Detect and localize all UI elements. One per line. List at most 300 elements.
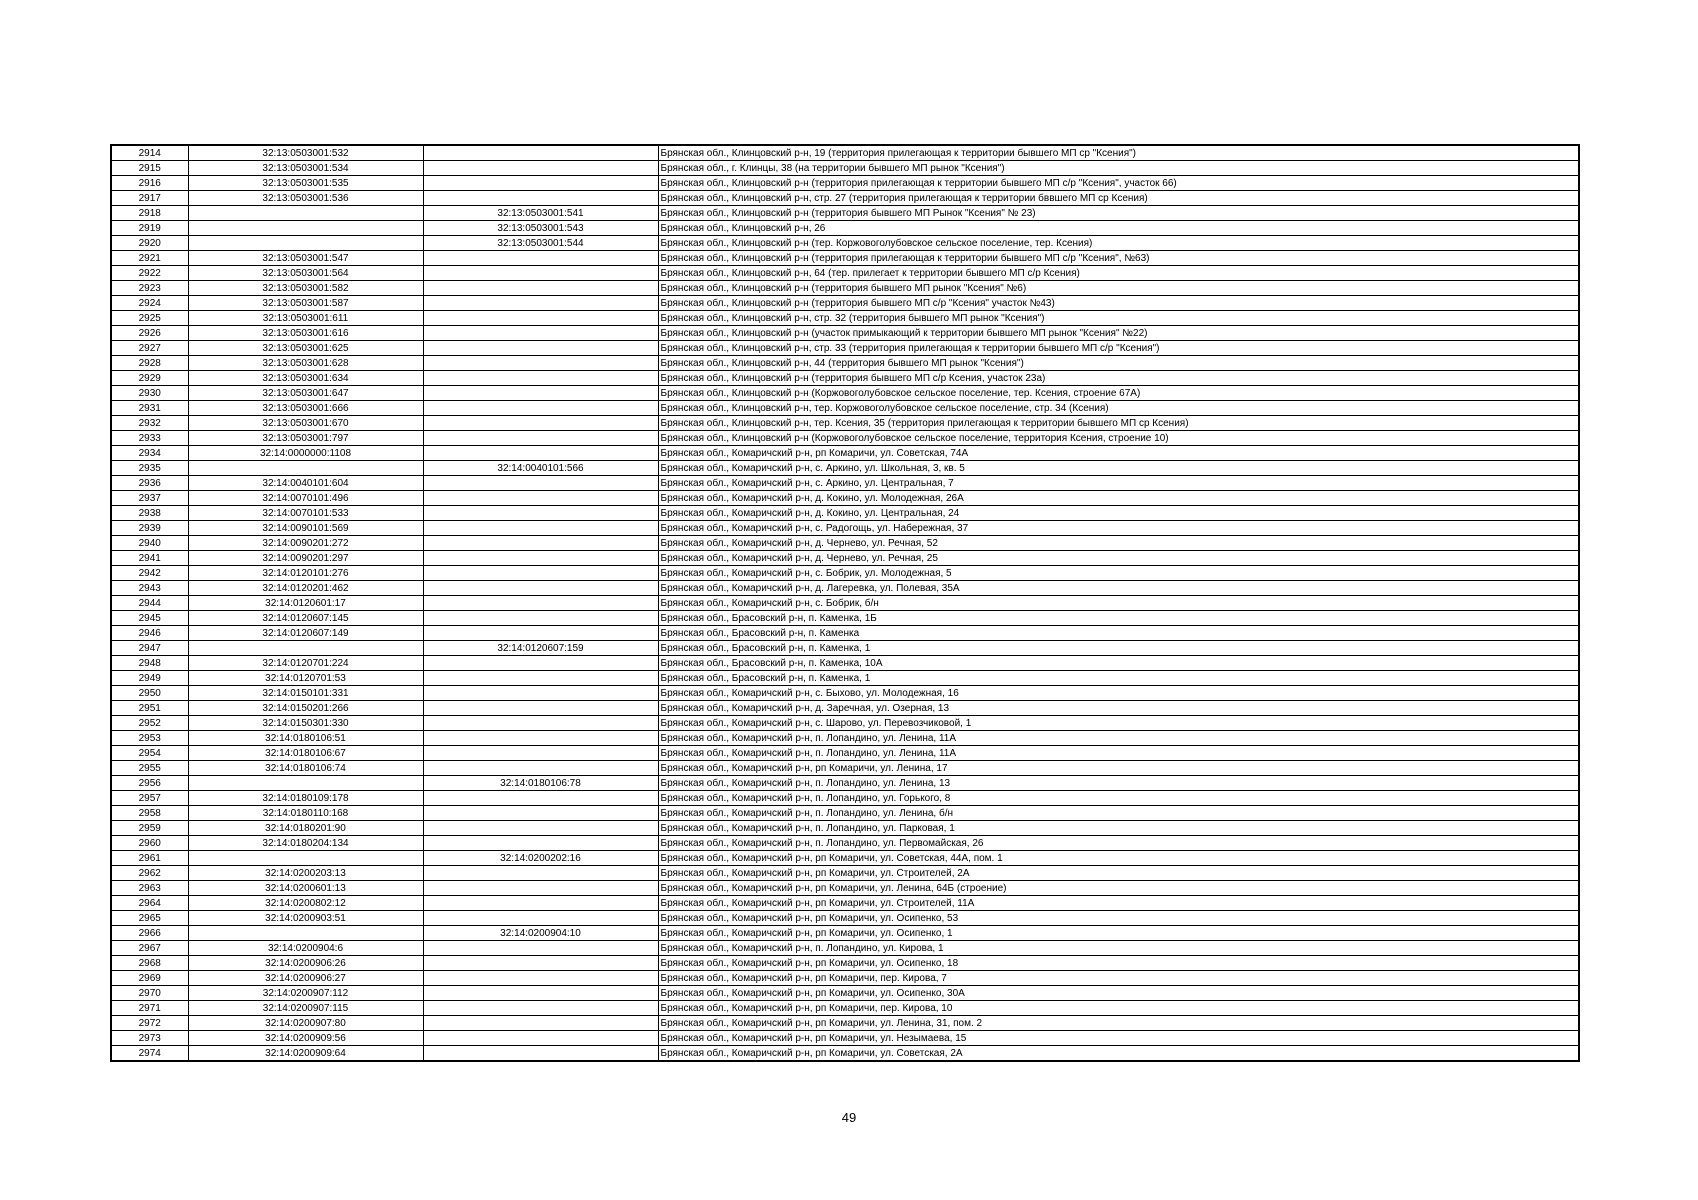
address-cell: Брянская обл., Комаричский р-н, п. Лопандино, ул. Ленина, 11А xyxy=(658,746,1579,761)
cadastral-number-cell: 32:13:0503001:564 xyxy=(188,266,423,281)
cadastral-number-alt-cell xyxy=(423,1046,658,1062)
address-cell: Брянская обл., Клинцовский р-н (территория бывшего МП с/р Ксения, участок 23а) xyxy=(658,371,1579,386)
cadastral-number-alt-cell xyxy=(423,551,658,566)
address-cell: Брянская обл., Комаричский р-н, с. Радогощь, ул. Набережная, 37 xyxy=(658,521,1579,536)
cadastral-number-alt-cell xyxy=(423,701,658,716)
cadastral-number-alt-cell xyxy=(423,416,658,431)
cadastral-number-alt-cell xyxy=(423,311,658,326)
cadastral-number-alt-cell: 32:14:0120607:159 xyxy=(423,641,658,656)
cadastral-number-cell: 32:14:0180201:90 xyxy=(188,821,423,836)
row-number-cell: 2966 xyxy=(111,926,188,941)
cadastral-number-cell: 32:14:0200909:64 xyxy=(188,1046,423,1062)
table-row xyxy=(111,566,1579,581)
row-number-cell: 2934 xyxy=(111,446,188,461)
address-cell: Брянская обл., Комаричский р-н, рп Комаричи, ул. Ленина, 31, пом. 2 xyxy=(658,1016,1579,1031)
cadastral-number-alt-cell: 32:13:0503001:543 xyxy=(423,221,658,236)
cadastral-number-cell: 32:13:0503001:611 xyxy=(188,311,423,326)
cadastral-number-cell: 32:13:0503001:582 xyxy=(188,281,423,296)
cadastral-number-cell: 32:13:0503001:532 xyxy=(188,145,423,161)
table-row xyxy=(111,161,1579,176)
cadastral-number-cell xyxy=(188,641,423,656)
table-row xyxy=(111,266,1579,281)
cadastral-number-cell: 32:14:0200907:112 xyxy=(188,986,423,1001)
row-number-cell: 2958 xyxy=(111,806,188,821)
address-cell: Брянская обл., Комаричский р-н, рп Комаричи, ул. Осипенко, 18 xyxy=(658,956,1579,971)
table-row xyxy=(111,206,1579,221)
cadastral-number-cell xyxy=(188,236,423,251)
address-cell: Брянская обл., Комаричский р-н, рп Комаричи, ул. Строителей, 2А xyxy=(658,866,1579,881)
cadastral-number-cell: 32:14:0120607:145 xyxy=(188,611,423,626)
row-number-cell: 2943 xyxy=(111,581,188,596)
address-cell: Брянская обл., Комаричский р-н, п. Лопандино, ул. Горького, 8 xyxy=(658,791,1579,806)
row-number-cell: 2936 xyxy=(111,476,188,491)
cadastral-number-alt-cell xyxy=(423,431,658,446)
cadastral-number-cell: 32:13:0503001:616 xyxy=(188,326,423,341)
registry-table xyxy=(110,144,1580,1062)
cadastral-number-cell: 32:14:0120601:17 xyxy=(188,596,423,611)
table-row xyxy=(111,581,1579,596)
row-number-cell: 2961 xyxy=(111,851,188,866)
cadastral-number-cell: 32:14:0040101:604 xyxy=(188,476,423,491)
table-row xyxy=(111,806,1579,821)
cadastral-number-alt-cell xyxy=(423,401,658,416)
table-row xyxy=(111,191,1579,206)
row-number-cell: 2974 xyxy=(111,1046,188,1062)
cadastral-number-cell xyxy=(188,926,423,941)
row-number-cell: 2933 xyxy=(111,431,188,446)
address-cell: Брянская обл., Клинцовский р-н, стр. 27 (территория прилегающая к территории бввшего МП ср Ксения) xyxy=(658,191,1579,206)
table-row xyxy=(111,506,1579,521)
cadastral-number-cell: 32:14:0150301:330 xyxy=(188,716,423,731)
cadastral-number-alt-cell xyxy=(423,296,658,311)
cadastral-number-alt-cell xyxy=(423,476,658,491)
cadastral-number-cell: 32:13:0503001:647 xyxy=(188,386,423,401)
row-number-cell: 2925 xyxy=(111,311,188,326)
row-number-cell: 2948 xyxy=(111,656,188,671)
address-cell: Брянская обл., г. Клинцы, 38 (на территории бывшего МП рынок "Ксения") xyxy=(658,161,1579,176)
table-row xyxy=(111,1001,1579,1016)
cadastral-number-alt-cell xyxy=(423,566,658,581)
cadastral-number-cell: 32:13:0503001:534 xyxy=(188,161,423,176)
cadastral-number-alt-cell xyxy=(423,656,658,671)
row-number-cell: 2964 xyxy=(111,896,188,911)
row-number-cell: 2971 xyxy=(111,1001,188,1016)
table-row xyxy=(111,956,1579,971)
cadastral-number-cell: 32:14:0200906:27 xyxy=(188,971,423,986)
cadastral-number-alt-cell xyxy=(423,161,658,176)
table-row xyxy=(111,761,1579,776)
address-cell: Брянская обл., Клинцовский р-н, стр. 33 (территория прилегающая к территории бывшего МП с/р "Ксения") xyxy=(658,341,1579,356)
row-number-cell: 2963 xyxy=(111,881,188,896)
cadastral-number-alt-cell xyxy=(423,731,658,746)
cadastral-number-alt-cell xyxy=(423,746,658,761)
address-cell: Брянская обл., Клинцовский р-н (Коржовоголубовское сельское поселение, территория Ксения, строение 10) xyxy=(658,431,1579,446)
row-number-cell: 2962 xyxy=(111,866,188,881)
table-row xyxy=(111,821,1579,836)
address-cell: Брянская обл., Клинцовский р-н (территория прилегающая к территории бывшего МП с/р "Ксения", №63) xyxy=(658,251,1579,266)
table-row xyxy=(111,536,1579,551)
page-number: 49 xyxy=(841,1110,857,1125)
cadastral-number-alt-cell xyxy=(423,956,658,971)
table-row xyxy=(111,386,1579,401)
table-row xyxy=(111,431,1579,446)
cadastral-number-cell xyxy=(188,221,423,236)
address-cell: Брянская обл., Комаричский р-н, с. Быхово, ул. Молодежная, 16 xyxy=(658,686,1579,701)
cadastral-number-cell: 32:14:0200906:26 xyxy=(188,956,423,971)
row-number-cell: 2924 xyxy=(111,296,188,311)
address-cell: Брянская обл., Комаричский р-н, п. Лопандино, ул. Первомайская, 26 xyxy=(658,836,1579,851)
cadastral-number-alt-cell xyxy=(423,145,658,161)
address-cell: Брянская обл., Комаричский р-н, д. Кокино, ул. Молодежная, 26А xyxy=(658,491,1579,506)
address-cell: Брянская обл., Клинцовский р-н (территория прилегающая к территории бывшего МП с/р "Ксения", участок 66) xyxy=(658,176,1579,191)
cadastral-number-alt-cell xyxy=(423,911,658,926)
address-cell: Брянская обл., Комаричский р-н, рп Комаричи, пер. Кирова, 7 xyxy=(658,971,1579,986)
cadastral-number-alt-cell xyxy=(423,581,658,596)
table-row xyxy=(111,236,1579,251)
address-cell: Брянская обл., Клинцовский р-н, тер. Коржовоголубовское сельское поселение, стр. 34 (Ксения) xyxy=(658,401,1579,416)
address-cell: Брянская обл., Комаричский р-н, рп Комаричи, ул. Ленина, 17 xyxy=(658,761,1579,776)
address-cell: Брянская обл., Комаричский р-н, рп Комаричи, ул. Осипенко, 53 xyxy=(658,911,1579,926)
row-number-cell: 2952 xyxy=(111,716,188,731)
row-number-cell: 2947 xyxy=(111,641,188,656)
row-number-cell: 2928 xyxy=(111,356,188,371)
cadastral-number-cell: 32:14:0090201:297 xyxy=(188,551,423,566)
cadastral-number-alt-cell xyxy=(423,716,658,731)
table-row xyxy=(111,881,1579,896)
cadastral-number-alt-cell xyxy=(423,266,658,281)
cadastral-number-cell: 32:14:0180106:51 xyxy=(188,731,423,746)
row-number-cell: 2918 xyxy=(111,206,188,221)
cadastral-number-cell: 32:13:0503001:797 xyxy=(188,431,423,446)
cadastral-number-alt-cell xyxy=(423,881,658,896)
cadastral-number-cell: 32:14:0000000:1108 xyxy=(188,446,423,461)
row-number-cell: 2935 xyxy=(111,461,188,476)
table-row xyxy=(111,356,1579,371)
row-number-cell: 2967 xyxy=(111,941,188,956)
cadastral-number-cell: 32:14:0180109:178 xyxy=(188,791,423,806)
cadastral-number-alt-cell xyxy=(423,806,658,821)
cadastral-number-alt-cell xyxy=(423,1031,658,1046)
row-number-cell: 2923 xyxy=(111,281,188,296)
cadastral-number-cell: 32:14:0120201:462 xyxy=(188,581,423,596)
row-number-cell: 2939 xyxy=(111,521,188,536)
row-number-cell: 2938 xyxy=(111,506,188,521)
cadastral-number-alt-cell xyxy=(423,386,658,401)
row-number-cell: 2926 xyxy=(111,326,188,341)
row-number-cell: 2940 xyxy=(111,536,188,551)
address-cell: Брянская обл., Комаричский р-н, п. Лопандино, ул. Кирова, 1 xyxy=(658,941,1579,956)
cadastral-number-alt-cell xyxy=(423,866,658,881)
address-cell: Брянская обл., Клинцовский р-н (участок примыкающий к территории бывшего МП рынок "Ксения" №22) xyxy=(658,326,1579,341)
address-cell: Брянская обл., Комаричский р-н, п. Лопандино, ул. Парковая, 1 xyxy=(658,821,1579,836)
cadastral-number-alt-cell xyxy=(423,671,658,686)
cadastral-number-alt-cell xyxy=(423,521,658,536)
row-number-cell: 2931 xyxy=(111,401,188,416)
table-row xyxy=(111,641,1579,656)
row-number-cell: 2965 xyxy=(111,911,188,926)
address-cell: Брянская обл., Комаричский р-н, рп Комаричи, ул. Осипенко, 1 xyxy=(658,926,1579,941)
row-number-cell: 2972 xyxy=(111,1016,188,1031)
table-row xyxy=(111,401,1579,416)
table-row xyxy=(111,521,1579,536)
cadastral-number-alt-cell: 32:14:0180106:78 xyxy=(423,776,658,791)
address-cell: Брянская обл., Брасовский р-н, п. Каменка, 10А xyxy=(658,656,1579,671)
address-cell: Брянская обл., Комаричский р-н, рп Комаричи, пер. Кирова, 10 xyxy=(658,1001,1579,1016)
cadastral-number-alt-cell xyxy=(423,491,658,506)
address-cell: Брянская обл., Комаричский р-н, с. Аркино, ул. Центральная, 7 xyxy=(658,476,1579,491)
cadastral-number-cell xyxy=(188,776,423,791)
cadastral-number-cell xyxy=(188,461,423,476)
cadastral-number-alt-cell xyxy=(423,1001,658,1016)
cadastral-number-alt-cell: 32:13:0503001:544 xyxy=(423,236,658,251)
table-row xyxy=(111,1046,1579,1062)
cadastral-number-cell: 32:14:0120701:53 xyxy=(188,671,423,686)
table-row xyxy=(111,626,1579,641)
address-cell: Брянская обл., Клинцовский р-н, 26 xyxy=(658,221,1579,236)
address-cell: Брянская обл., Комаричский р-н, рп Комаричи, ул. Советская, 74А xyxy=(658,446,1579,461)
cadastral-number-alt-cell: 32:14:0040101:566 xyxy=(423,461,658,476)
table-row xyxy=(111,596,1579,611)
table-row xyxy=(111,611,1579,626)
cadastral-number-cell: 32:13:0503001:634 xyxy=(188,371,423,386)
table-row xyxy=(111,851,1579,866)
row-number-cell: 2941 xyxy=(111,551,188,566)
table-row xyxy=(111,551,1579,566)
cadastral-number-alt-cell xyxy=(423,356,658,371)
table-row xyxy=(111,746,1579,761)
table-row xyxy=(111,491,1579,506)
cadastral-number-alt-cell xyxy=(423,941,658,956)
table-row xyxy=(111,656,1579,671)
address-cell: Брянская обл., Комаричский р-н, д. Кокино, ул. Центральная, 24 xyxy=(658,506,1579,521)
row-number-cell: 2968 xyxy=(111,956,188,971)
row-number-cell: 2932 xyxy=(111,416,188,431)
address-cell: Брянская обл., Комаричский р-н, рп Комаричи, ул. Советская, 2А xyxy=(658,1046,1579,1062)
row-number-cell: 2942 xyxy=(111,566,188,581)
cadastral-number-cell: 32:14:0120607:149 xyxy=(188,626,423,641)
address-cell: Брянская обл., Комаричский р-н, с. Бобрик, ул. Молодежная, 5 xyxy=(658,566,1579,581)
cadastral-number-alt-cell xyxy=(423,446,658,461)
row-number-cell: 2922 xyxy=(111,266,188,281)
row-number-cell: 2915 xyxy=(111,161,188,176)
address-cell: Брянская обл., Клинцовский р-н (территория бывшего МП рынок "Ксения" №6) xyxy=(658,281,1579,296)
row-number-cell: 2959 xyxy=(111,821,188,836)
table-row xyxy=(111,416,1579,431)
cadastral-number-alt-cell xyxy=(423,611,658,626)
table-row xyxy=(111,176,1579,191)
cadastral-number-alt-cell xyxy=(423,836,658,851)
cadastral-number-cell xyxy=(188,851,423,866)
address-cell: Брянская обл., Комаричский р-н, д. Заречная, ул. Озерная, 13 xyxy=(658,701,1579,716)
address-cell: Брянская обл., Комаричский р-н, с. Шарово, ул. Перевозчиковой, 1 xyxy=(658,716,1579,731)
row-number-cell: 2969 xyxy=(111,971,188,986)
cadastral-number-cell: 32:14:0180106:74 xyxy=(188,761,423,776)
address-cell: Брянская обл., Клинцовский р-н, 64 (тер. прилегает к территории бывшего МП с/р Ксения) xyxy=(658,266,1579,281)
cadastral-number-cell xyxy=(188,206,423,221)
row-number-cell: 2960 xyxy=(111,836,188,851)
cadastral-number-alt-cell xyxy=(423,761,658,776)
row-number-cell: 2921 xyxy=(111,251,188,266)
address-cell: Брянская обл., Комаричский р-н, д. Чернево, ул. Речная, 52 xyxy=(658,536,1579,551)
row-number-cell: 2914 xyxy=(111,145,188,161)
cadastral-number-cell: 32:13:0503001:628 xyxy=(188,356,423,371)
table-row xyxy=(111,866,1579,881)
table-row xyxy=(111,281,1579,296)
cadastral-number-cell: 32:13:0503001:625 xyxy=(188,341,423,356)
cadastral-number-cell: 32:14:0180110:168 xyxy=(188,806,423,821)
row-number-cell: 2954 xyxy=(111,746,188,761)
cadastral-number-alt-cell xyxy=(423,326,658,341)
table-row xyxy=(111,446,1579,461)
table-row xyxy=(111,341,1579,356)
table-row xyxy=(111,896,1579,911)
row-number-cell: 2916 xyxy=(111,176,188,191)
cadastral-number-cell: 32:14:0200904:6 xyxy=(188,941,423,956)
row-number-cell: 2951 xyxy=(111,701,188,716)
cadastral-number-alt-cell xyxy=(423,896,658,911)
address-cell: Брянская обл., Клинцовский р-н (Коржовоголубовское сельское поселение, тер. Ксения, строение 67А) xyxy=(658,386,1579,401)
address-cell: Брянская обл., Комаричский р-н, д. Чернево, ул. Речная, 25 xyxy=(658,551,1579,566)
cadastral-number-cell: 32:14:0120101:276 xyxy=(188,566,423,581)
address-cell: Брянская обл., Клинцовский р-н (тер. Коржовоголубовское сельское поселение, тер. Ксения) xyxy=(658,236,1579,251)
row-number-cell: 2920 xyxy=(111,236,188,251)
row-number-cell: 2953 xyxy=(111,731,188,746)
table-row xyxy=(111,671,1579,686)
row-number-cell: 2973 xyxy=(111,1031,188,1046)
cadastral-number-alt-cell xyxy=(423,281,658,296)
table-row xyxy=(111,145,1579,161)
row-number-cell: 2944 xyxy=(111,596,188,611)
address-cell: Брянская обл., Комаричский р-н, с. Аркино, ул. Школьная, 3, кв. 5 xyxy=(658,461,1579,476)
cadastral-number-cell: 32:14:0090101:569 xyxy=(188,521,423,536)
cadastral-number-alt-cell xyxy=(423,821,658,836)
table-row xyxy=(111,221,1579,236)
registry-table-body xyxy=(111,145,1579,1061)
cadastral-number-cell: 32:13:0503001:535 xyxy=(188,176,423,191)
table-row xyxy=(111,311,1579,326)
cadastral-number-cell: 32:14:0180106:67 xyxy=(188,746,423,761)
address-cell: Брянская обл., Брасовский р-н, п. Каменка, 1Б xyxy=(658,611,1579,626)
cadastral-number-alt-cell xyxy=(423,626,658,641)
cadastral-number-alt-cell xyxy=(423,251,658,266)
cadastral-number-cell: 32:14:0180204:134 xyxy=(188,836,423,851)
row-number-cell: 2970 xyxy=(111,986,188,1001)
table-row xyxy=(111,926,1579,941)
row-number-cell: 2929 xyxy=(111,371,188,386)
address-cell: Брянская обл., Комаричский р-н, рп Комаричи, ул. Незымаева, 15 xyxy=(658,1031,1579,1046)
address-cell: Брянская обл., Комаричский р-н, д. Лагеревка, ул. Полевая, 35А xyxy=(658,581,1579,596)
table-row xyxy=(111,476,1579,491)
cadastral-number-cell: 32:14:0150101:331 xyxy=(188,686,423,701)
table-row xyxy=(111,776,1579,791)
cadastral-number-alt-cell xyxy=(423,791,658,806)
address-cell: Брянская обл., Брасовский р-н, п. Каменка, 1 xyxy=(658,641,1579,656)
table-row xyxy=(111,911,1579,926)
cadastral-number-cell: 32:14:0090201:272 xyxy=(188,536,423,551)
row-number-cell: 2955 xyxy=(111,761,188,776)
cadastral-number-alt-cell xyxy=(423,986,658,1001)
cadastral-number-cell: 32:13:0503001:666 xyxy=(188,401,423,416)
cadastral-number-cell: 32:14:0200907:80 xyxy=(188,1016,423,1031)
cadastral-number-cell: 32:14:0070101:533 xyxy=(188,506,423,521)
address-cell: Брянская обл., Клинцовский р-н, 19 (территория прилегающая к территории бывшего МП ср "Ксения") xyxy=(658,145,1579,161)
address-cell: Брянская обл., Брасовский р-н, п. Каменка, 1 xyxy=(658,671,1579,686)
row-number-cell: 2930 xyxy=(111,386,188,401)
cadastral-number-cell: 32:14:0200802:12 xyxy=(188,896,423,911)
cadastral-number-alt-cell xyxy=(423,191,658,206)
table-row xyxy=(111,371,1579,386)
cadastral-number-cell: 32:14:0200907:115 xyxy=(188,1001,423,1016)
address-cell: Брянская обл., Комаричский р-н, с. Бобрик, б/н xyxy=(658,596,1579,611)
table-row xyxy=(111,836,1579,851)
address-cell: Брянская обл., Комаричский р-н, п. Лопандино, ул. Ленина, 13 xyxy=(658,776,1579,791)
row-number-cell: 2949 xyxy=(111,671,188,686)
cadastral-number-cell: 32:13:0503001:547 xyxy=(188,251,423,266)
address-cell: Брянская обл., Клинцовский р-н, 44 (территория бывшего МП рынок "Ксения") xyxy=(658,356,1579,371)
address-cell: Брянская обл., Комаричский р-н, рп Комаричи, ул. Осипенко, 30А xyxy=(658,986,1579,1001)
cadastral-number-alt-cell xyxy=(423,686,658,701)
cadastral-number-alt-cell xyxy=(423,596,658,611)
cadastral-number-alt-cell: 32:14:0200904:10 xyxy=(423,926,658,941)
table-row xyxy=(111,326,1579,341)
row-number-cell: 2917 xyxy=(111,191,188,206)
cadastral-number-cell: 32:14:0120701:224 xyxy=(188,656,423,671)
cadastral-number-cell: 32:13:0503001:587 xyxy=(188,296,423,311)
cadastral-number-alt-cell xyxy=(423,536,658,551)
cadastral-number-cell: 32:14:0200203:13 xyxy=(188,866,423,881)
table-row xyxy=(111,941,1579,956)
row-number-cell: 2956 xyxy=(111,776,188,791)
cadastral-number-cell: 32:14:0200909:56 xyxy=(188,1031,423,1046)
table-row xyxy=(111,251,1579,266)
row-number-cell: 2957 xyxy=(111,791,188,806)
row-number-cell: 2950 xyxy=(111,686,188,701)
cadastral-number-alt-cell xyxy=(423,971,658,986)
cadastral-number-alt-cell xyxy=(423,506,658,521)
cadastral-number-cell: 32:13:0503001:536 xyxy=(188,191,423,206)
address-cell: Брянская обл., Комаричский р-н, п. Лопандино, ул. Ленина, б/н xyxy=(658,806,1579,821)
cadastral-number-alt-cell xyxy=(423,341,658,356)
table-row xyxy=(111,686,1579,701)
row-number-cell: 2937 xyxy=(111,491,188,506)
table-row xyxy=(111,701,1579,716)
cadastral-number-cell: 32:14:0150201:266 xyxy=(188,701,423,716)
cadastral-number-alt-cell xyxy=(423,1016,658,1031)
table-row xyxy=(111,1016,1579,1031)
cadastral-number-alt-cell: 32:13:0503001:541 xyxy=(423,206,658,221)
table-row xyxy=(111,986,1579,1001)
cadastral-number-cell: 32:14:0200601:13 xyxy=(188,881,423,896)
row-number-cell: 2945 xyxy=(111,611,188,626)
table-row xyxy=(111,971,1579,986)
cadastral-number-alt-cell xyxy=(423,371,658,386)
address-cell: Брянская обл., Брасовский р-н, п. Каменка xyxy=(658,626,1579,641)
table-row xyxy=(111,296,1579,311)
table-row xyxy=(111,461,1579,476)
table-row xyxy=(111,1031,1579,1046)
row-number-cell: 2927 xyxy=(111,341,188,356)
address-cell: Брянская обл., Клинцовский р-н (территория бывшего МП Рынок "Ксения" № 23) xyxy=(658,206,1579,221)
address-cell: Брянская обл., Комаричский р-н, рп Комаричи, ул. Строителей, 11А xyxy=(658,896,1579,911)
address-cell: Брянская обл., Клинцовский р-н, тер. Ксения, 35 (территория прилегающая к территории бывшего МП ср Ксения) xyxy=(658,416,1579,431)
table-row xyxy=(111,791,1579,806)
address-cell: Брянская обл., Комаричский р-н, п. Лопандино, ул. Ленина, 11А xyxy=(658,731,1579,746)
address-cell: Брянская обл., Комаричский р-н, рп Комаричи, ул. Советская, 44А, пом. 1 xyxy=(658,851,1579,866)
table-row xyxy=(111,716,1579,731)
table-row xyxy=(111,731,1579,746)
row-number-cell: 2946 xyxy=(111,626,188,641)
address-cell: Брянская обл., Комаричский р-н, рп Комаричи, ул. Ленина, 64Б (строение) xyxy=(658,881,1579,896)
